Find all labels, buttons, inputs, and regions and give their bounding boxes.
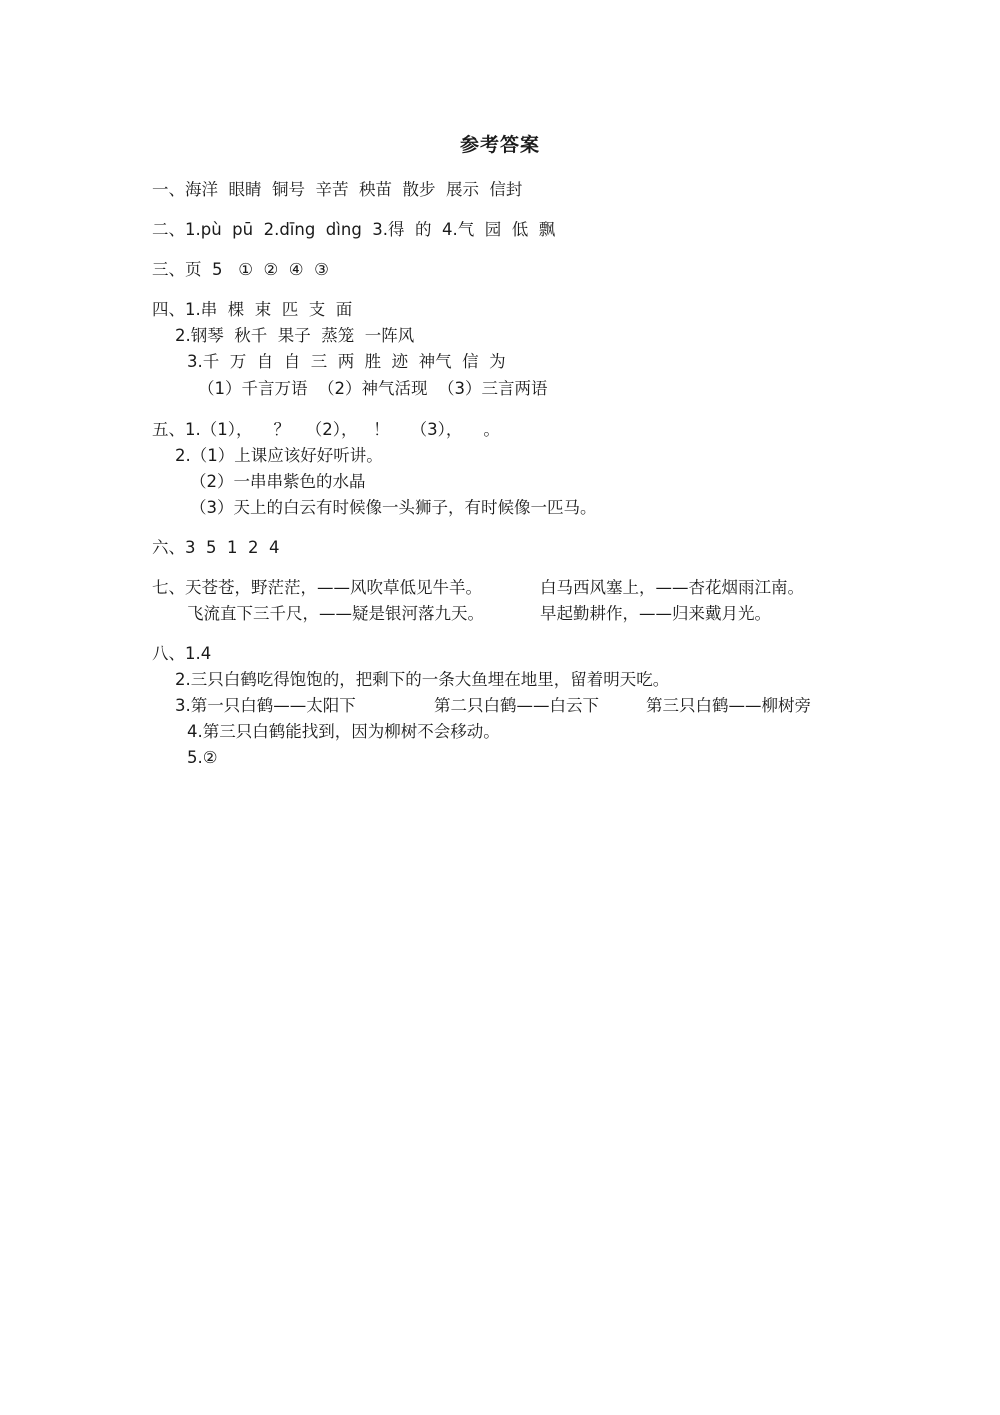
answer-section-8-line-3-b: 第二只白鹤——白云下 [434,696,599,715]
answer-section-5-line-3: （2）一串串紫色的水晶 [190,472,366,491]
answer-section-5-line-2: 2.（1）上课应该好好听讲。 [175,446,383,465]
answer-section-5-line-1: 五、1.（1）， ？ （2）， ！ （3）， 。 [152,420,500,439]
answer-section-4-line-4: （1）千言万语 （2）神气活现 （3）三言两语 [198,379,548,398]
answer-section-8-line-1: 八、1.4 [152,644,212,663]
answer-section-8-line-4: 4.第三只白鹤能找到，因为柳树不会移动。 [187,722,500,741]
answer-section-7-poem-a: 七、天苍苍，野茫茫，——风吹草低见牛羊。 [152,578,482,597]
page-title: 参考答案 [459,134,540,156]
answer-section-7-poem-d: 早起勤耕作，——归来戴月光。 [540,604,771,623]
answer-section-8-line-3-a: 3.第一只白鹤——太阳下 [175,696,356,715]
answer-section-1: 一、海洋 眼睛 铜号 辛苦 秧苗 散步 展示 信封 [152,180,523,199]
answer-section-2: 二、1.pù pū 2.dīng dìng 3.得 的 4.气 园 低 飘 [152,220,556,239]
answer-section-4-line-1: 四、1.串 棵 束 匹 支 面 [152,300,353,319]
answer-section-4-line-2: 2.钢琴 秋千 果子 蒸笼 一阵风 [175,326,415,345]
answer-section-5-line-4: （3）天上的白云有时候像一头狮子，有时候像一匹马。 [190,498,597,517]
answer-section-8-line-3-c: 第三只白鹤——柳树旁 [646,696,811,715]
answer-section-8-line-5: 5.② [187,748,218,767]
answer-section-8-line-2: 2.三只白鹤吃得饱饱的，把剩下的一条大鱼埋在地里，留着明天吃。 [175,670,670,689]
answer-section-7-poem-b: 白马西风塞上，——杏花烟雨江南。 [540,578,804,597]
answer-section-3: 三、页 5 ① ② ④ ③ [152,260,329,279]
answer-section-4-line-3: 3.千 万 自 自 三 两 胜 迹 神气 信 为 [187,352,506,371]
answer-section-7-poem-c: 飞流直下三千尺，——疑是银河落九天。 [187,604,484,623]
answer-section-6: 六、3 5 1 2 4 [152,538,280,557]
